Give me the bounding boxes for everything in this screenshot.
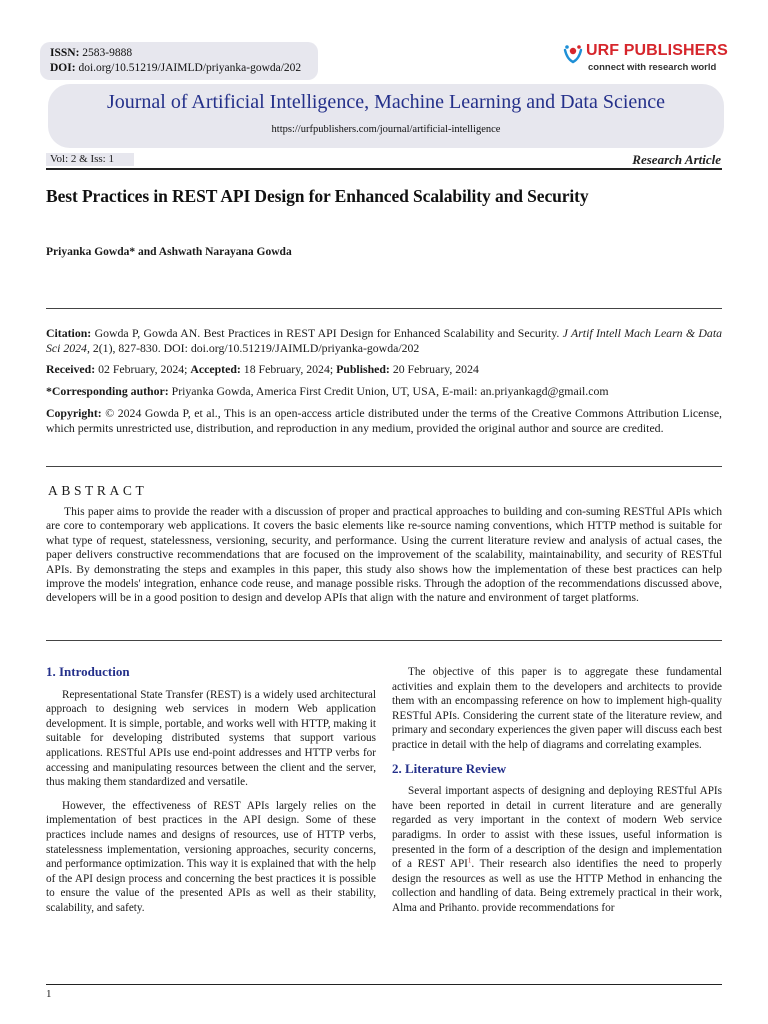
journal-url[interactable]: https://urfpublishers.com/journal/artificial-intelligence xyxy=(271,124,501,135)
section-heading-introduction: 1. Introduction xyxy=(46,664,130,679)
publisher-name: URF PUBLISHERS xyxy=(586,42,728,59)
paragraph: Representational State Transfer (REST) is a widely used architectural approach to designing web services in modern Web application development. It is simple, portable, and works well with HTTP, making it suitable for developing distributed systems that support various applications. RESTful APIs use end-point addresses and HTTP verbs for accessing and manipulating resources between the client and the server, thus making them standardized and versatile. xyxy=(46,688,376,789)
authors: Priyanka Gowda* and Ashwath Narayana Gowda xyxy=(46,246,292,258)
received-value: 02 February, 2024; xyxy=(98,362,188,376)
received-label: Received: xyxy=(46,362,96,376)
footer-rule xyxy=(46,984,722,985)
publisher-logo-icon xyxy=(562,43,584,65)
paper-title: Best Practices in REST API Design for Enhanced Scalability and Security xyxy=(46,186,589,206)
accepted-label: Accepted: xyxy=(190,362,241,376)
reference-link[interactable]: 1 xyxy=(467,856,472,865)
header-rule xyxy=(46,168,722,170)
paragraph xyxy=(392,784,722,915)
citation xyxy=(46,326,722,356)
corresponding-label: *Corresponding author: xyxy=(46,384,169,398)
article-type: Research Article xyxy=(632,152,721,167)
divider xyxy=(46,640,722,641)
journal-title: Journal of Artificial Intelligence, Machine Learning and Data Science xyxy=(106,91,666,113)
body-column-right xyxy=(392,665,722,925)
corresponding-value: Priyanka Gowda, America First Credit Union, UT, USA, E-mail: an.priyankagd@gmail.com xyxy=(171,384,609,398)
citation-label: Citation: xyxy=(46,326,92,340)
citation-journal: J Artif Intell Mach Learn & Data Sci 2024, xyxy=(46,326,723,355)
section-heading-literature-review: 2. Literature Review xyxy=(392,760,507,776)
doi-value[interactable]: doi.org/10.51219/JAIMLD/priyanka-gowda/202 xyxy=(78,62,302,74)
volume-issue: Vol: 2 & Iss: 1 xyxy=(46,153,134,166)
paragraph-text: . Their research also identifies the need to properly design the resources as well as use the HTTP Method in enhancing the collection and handling of data. Being extremely practical in their work, Alma and Prihanto. provide recommendations for xyxy=(392,858,723,914)
copyright-value: © 2024 Gowda P, et al., This is an open-access article distributed under the terms of the Creative Commons Attribution License, which permits unrestricted use, distribution, and reproduction in any medium, provided the original author and source are credited. xyxy=(46,406,723,435)
published-label: Published: xyxy=(336,362,390,376)
divider xyxy=(46,466,722,467)
abstract-text: This paper aims to provide the reader with a discussion of proper and practical approaches to building and con-suming RESTful APIs which are core to contemporary web applications. It covers the basic elements like re-source naming conventions, which HTTP method is suitable for what type of request, statelessness, versioning, security, and performance. Using the current literature review and analysis of actual cases, the paper delivers constructive recommendations that are focused on the improvement of the scalability, maintainability, and security of RESTful APIs. By demonstrating the steps and examples in this paper, this study also shows how the implementation of these best practices can help improve the models' integration, enhance code reuse, and manage possible risks. Through the adoption of the recommendations discussed above, developers will be in a good position to design and develop APIs that align with the nature and environment of target platforms. xyxy=(46,505,722,605)
paragraph-text: Several important aspects of designing and deploying RESTful APIs have been reported in detail in current literature and are generally regarded as very important in the context of modern Web service paradigms. In order to assist with these issues, useful information is presented in the form of a description of the design and implementation of a REST API xyxy=(392,785,722,871)
accepted-value: 18 February, 2024; xyxy=(243,362,334,376)
issn-label: ISSN: xyxy=(50,47,80,59)
doi-line xyxy=(50,61,301,76)
abstract-heading: ABSTRACT xyxy=(48,483,148,498)
citation-text: Gowda P, Gowda AN. Best Practices in REST API Design for Enhanced Scalability and Security. xyxy=(94,326,560,340)
copyright xyxy=(46,406,722,436)
doi-label: DOI: xyxy=(50,62,76,74)
paragraph: However, the effectiveness of REST APIs largely relies on the implementation of best practices in the API design. Some of these practices include names and designs of resources, use of HTTP verbs, statelessness implementation, versioning approaches, security concerns, and performance optimization. This way it is explained that with the help of the API design process and concerning the best practices it is possible to ensure the value of the presented APIs as well as their stability, scalability, and safety. xyxy=(46,799,376,914)
dates-line xyxy=(46,362,722,377)
publisher-tagline: connect with research world xyxy=(588,62,717,73)
body-column-left xyxy=(46,665,376,925)
copyright-label: Copyright: xyxy=(46,406,102,420)
issn-line xyxy=(50,46,132,61)
divider xyxy=(46,308,722,309)
meta-pill xyxy=(40,42,318,80)
corresponding-author xyxy=(46,384,722,399)
citation-tail: 2(1), 827-830. DOI: doi.org/10.51219/JAIMLD/priyanka-gowda/202 xyxy=(92,341,420,355)
journal-banner xyxy=(48,84,724,148)
issn-value: 2583-9888 xyxy=(82,47,133,59)
paragraph: The objective of this paper is to aggregate these fundamental activities and explain them to the developers and architects to provide them with an encompassing reference on how to implement high-quality RESTful APIs. Considering the current state of the literature review, and primary and secondary experiences the given paper will discuss each best practice in detail with the help of diagrams and correlating examples. xyxy=(392,666,722,751)
publisher-logo xyxy=(562,42,732,78)
published-value: 20 February, 2024 xyxy=(392,362,479,376)
page-number: 1 xyxy=(46,988,52,1000)
